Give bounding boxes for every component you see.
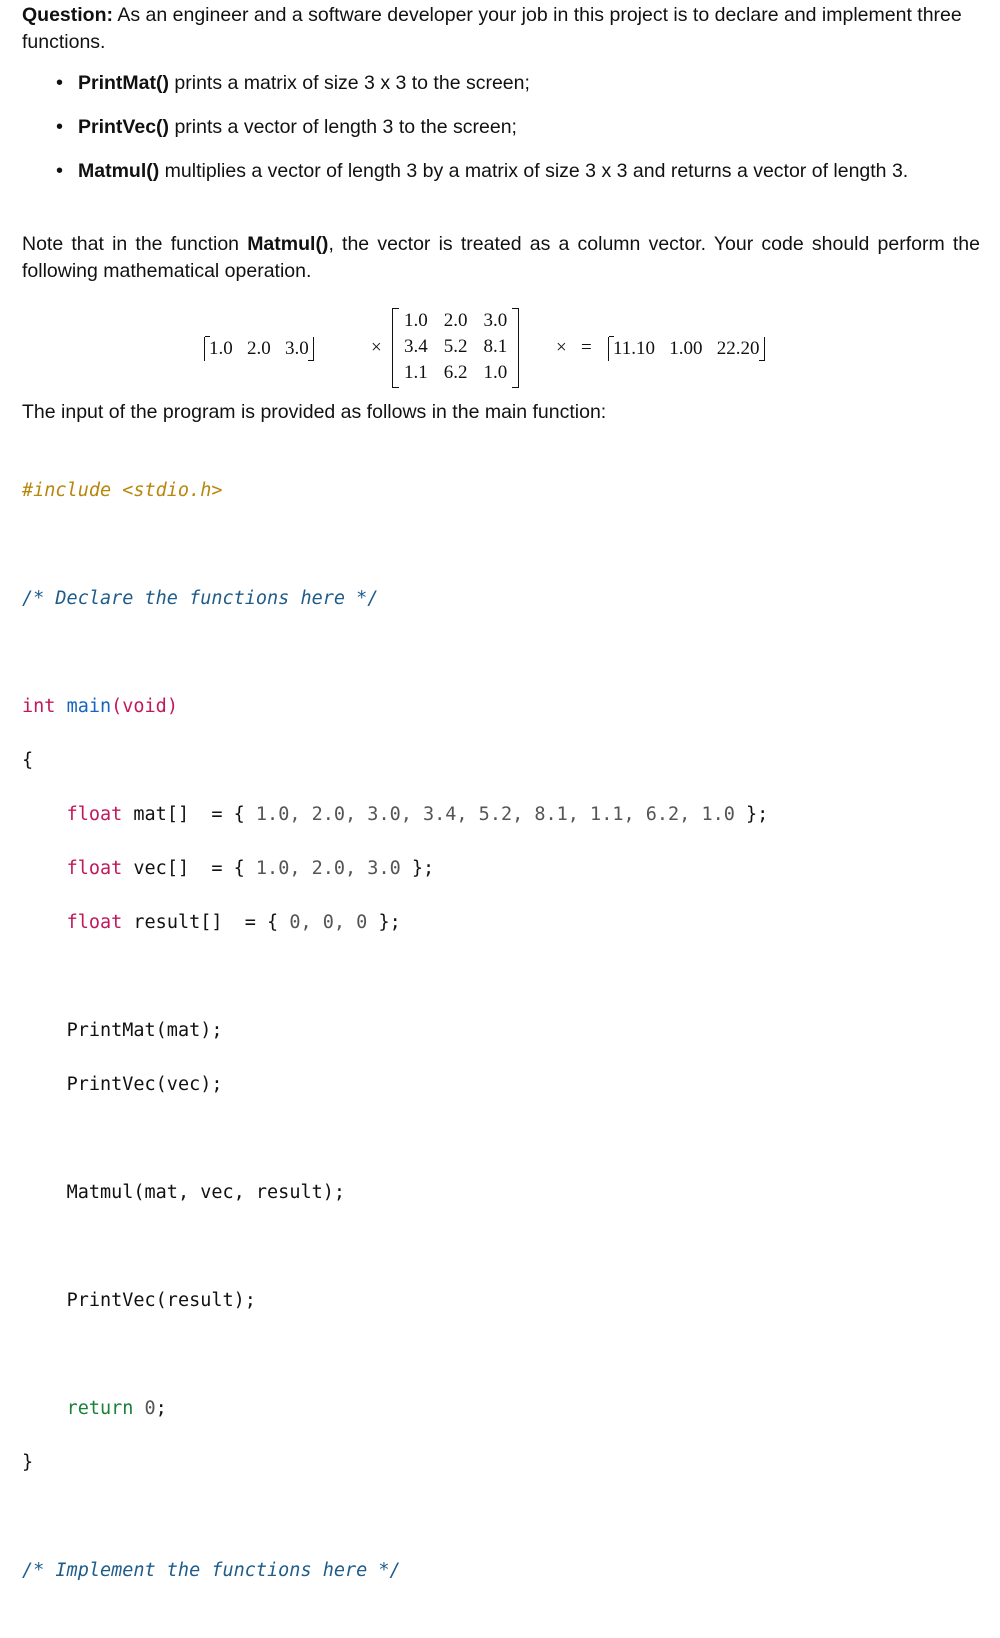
question-label: Question: (22, 4, 113, 26)
matrix-row (396, 360, 515, 386)
code-line (22, 747, 768, 774)
result-row-vector: 11.10 1.00 22.20 (608, 337, 765, 361)
function-list (22, 70, 982, 202)
result-values: 0, 0, 0 (289, 912, 368, 933)
matrix-row (396, 308, 515, 334)
leadin-paragraph: The input of the program is provided as follows in the main function: (22, 401, 607, 423)
code-line (22, 1341, 768, 1368)
include-directive: #include (22, 480, 112, 501)
note-function-name: Matmul() (247, 233, 329, 255)
note-paragraph (22, 231, 980, 285)
question-text: As an engineer and a software developer your job in this project is to declare and implement three functions. (22, 4, 962, 53)
matrix-cell: 3.4 (404, 336, 428, 357)
result-end: }; (367, 912, 401, 933)
vec-type: float (66, 858, 123, 879)
implement-comment: /* Implement the functions here */ (22, 1560, 401, 1581)
call-printvec: PrintVec(vec); (66, 1074, 223, 1095)
mat-end: }; (734, 804, 769, 825)
main-function-name: main (66, 696, 112, 717)
function-description: prints a matrix of size 3 x 3 to the screen; (169, 72, 530, 94)
code-line (22, 693, 768, 720)
declare-comment: /* Declare the functions here */ (22, 588, 379, 609)
math-equation (204, 308, 844, 390)
result-decl: result[] = { (122, 912, 290, 933)
times-operator: × (556, 337, 567, 358)
code-line (22, 1503, 768, 1530)
bullet-icon: • (56, 116, 64, 138)
list-item (22, 114, 982, 141)
call-matmul: Matmul(mat, vec, result); (66, 1182, 346, 1203)
code-line (22, 909, 768, 936)
bullet-icon: • (56, 72, 64, 94)
code-line (22, 801, 768, 828)
code-line (22, 1287, 768, 1314)
mat-values: 1.0, 2.0, 3.0, 3.4, 5.2, 8.1, 1.1, 6.2, 1.0 (255, 804, 735, 825)
include-header: <stdio.h> (111, 480, 223, 501)
matrix-cell: 1.0 (404, 310, 428, 331)
call-printvec-result: PrintVec(result); (66, 1290, 256, 1311)
matrix-brackets (392, 308, 519, 388)
code-line (22, 855, 768, 882)
code-line (22, 531, 768, 558)
matrix-cell: 1.0 (483, 362, 508, 383)
code-line (22, 639, 768, 666)
function-name: PrintMat() (78, 72, 169, 94)
open-brace: { (22, 750, 34, 771)
mat-decl: mat[] = { (122, 804, 256, 825)
function-description: multiplies a vector of length 3 by a matrix of size 3 x 3 and returns a vector of length 3. (159, 160, 909, 182)
code-block (22, 450, 768, 1638)
code-line (22, 1179, 768, 1206)
main-params: (void) (111, 696, 178, 717)
matrix-cell: 5.2 (443, 336, 468, 357)
result-type: float (66, 912, 123, 933)
vec-end: }; (400, 858, 435, 879)
list-item (22, 158, 982, 185)
main-return-type: int (22, 696, 56, 717)
function-name: Matmul() (78, 160, 160, 182)
matrix-row (396, 334, 515, 360)
return-value: 0 (133, 1398, 156, 1419)
vec-decl: vec[] = { (122, 858, 256, 879)
vec-values: 1.0, 2.0, 3.0 (255, 858, 401, 879)
bullet-icon: • (56, 160, 64, 182)
code-line (22, 1071, 768, 1098)
matrix-cell: 2.0 (443, 310, 468, 331)
list-item (22, 70, 982, 97)
matrix-table (396, 308, 515, 386)
code-line (22, 585, 768, 612)
code-line (22, 963, 768, 990)
code-line (22, 1449, 768, 1476)
code-line (22, 1557, 768, 1584)
code-line (22, 1233, 768, 1260)
matrix-cell: 1.1 (404, 362, 428, 383)
matrix-cell: 3.0 (483, 310, 508, 331)
question-paragraph (22, 2, 980, 56)
code-line (22, 1395, 768, 1422)
return-end: ; (155, 1398, 167, 1419)
close-brace: } (22, 1452, 34, 1473)
input-row-vector: 1.0 2.0 3.0 (204, 337, 314, 361)
matrix-cell: 6.2 (443, 362, 468, 383)
note-before: Note that in the function (22, 233, 248, 255)
function-name: PrintVec() (78, 116, 170, 138)
code-line (22, 1125, 768, 1152)
note-after: , the vector is treated as a column vector. Your code should perform the following mathematical operation. (22, 233, 980, 282)
return-keyword: return (66, 1398, 134, 1419)
times-operator: × (371, 337, 382, 358)
code-line (22, 1017, 768, 1044)
equals-operator: = (581, 337, 592, 358)
mat-type: float (66, 804, 123, 825)
code-line (22, 477, 768, 504)
matrix-cell: 8.1 (483, 336, 508, 357)
function-description: prints a vector of length 3 to the screen; (169, 116, 517, 138)
call-printmat: PrintMat(mat); (66, 1020, 223, 1041)
